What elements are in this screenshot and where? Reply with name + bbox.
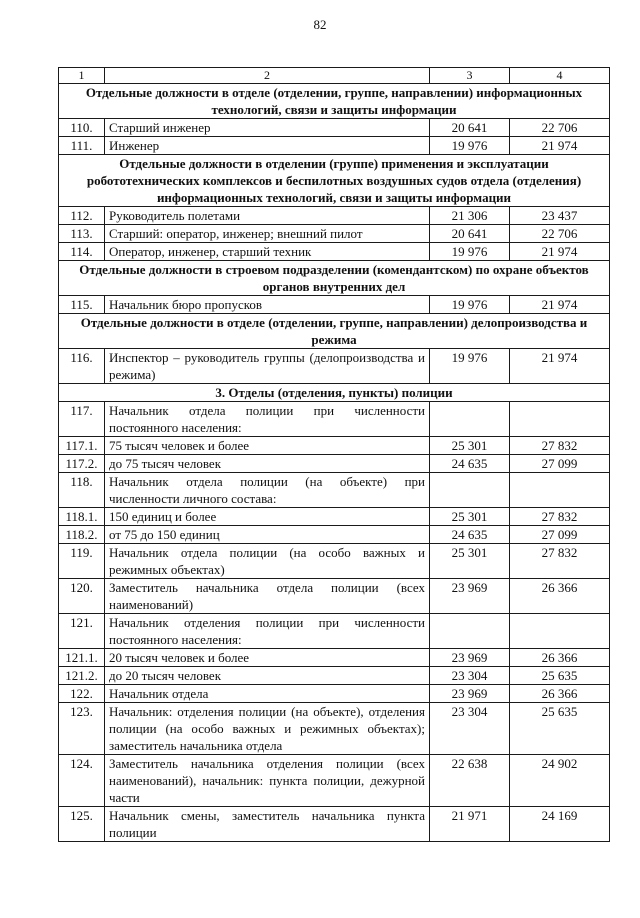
position-title: до 20 тысяч человек <box>105 667 430 685</box>
salary-value-col3: 20 641 <box>430 119 510 137</box>
position-title: Начальник: отделения полиции (на объекте), отделения полиции (на особо важных и режимных объектах); заместитель начальника отдела <box>105 703 430 755</box>
salary-value-col3: 25 301 <box>430 544 510 579</box>
table-row <box>59 544 610 579</box>
table-row <box>59 455 610 473</box>
salary-value-col4: 24 169 <box>510 807 610 842</box>
salary-value-col3: 23 969 <box>430 579 510 614</box>
table-row <box>59 667 610 685</box>
salary-table-body <box>59 68 610 842</box>
salary-value-col3 <box>430 614 510 649</box>
salary-value-col4: 26 366 <box>510 649 610 667</box>
table-row <box>59 526 610 544</box>
salary-value-col4: 27 832 <box>510 508 610 526</box>
salary-value-col4: 21 974 <box>510 243 610 261</box>
row-number: 117.1. <box>59 437 105 455</box>
row-number: 119. <box>59 544 105 579</box>
position-title: 150 единиц и более <box>105 508 430 526</box>
position-title: Начальник смены, заместитель начальника пункта полиции <box>105 807 430 842</box>
table-row <box>59 508 610 526</box>
table-row <box>59 119 610 137</box>
salary-value-col4: 22 706 <box>510 119 610 137</box>
row-number: 116. <box>59 349 105 384</box>
row-number: 118.2. <box>59 526 105 544</box>
table-row <box>59 649 610 667</box>
salary-value-col3: 25 301 <box>430 508 510 526</box>
salary-value-col4 <box>510 402 610 437</box>
salary-value-col4: 25 635 <box>510 667 610 685</box>
salary-value-col4: 27 832 <box>510 437 610 455</box>
salary-value-col3: 19 976 <box>430 137 510 155</box>
row-number: 121. <box>59 614 105 649</box>
table-row <box>59 755 610 807</box>
table-row <box>59 243 610 261</box>
salary-table <box>58 67 610 842</box>
row-number: 118. <box>59 473 105 508</box>
row-number: 120. <box>59 579 105 614</box>
row-number: 115. <box>59 296 105 314</box>
salary-value-col4: 22 706 <box>510 225 610 243</box>
position-title: Оператор, инженер, старший техник <box>105 243 430 261</box>
section-title: 3. Отделы (отделения, пункты) полиции <box>59 384 610 402</box>
salary-value-col3: 19 976 <box>430 243 510 261</box>
salary-value-col3: 20 641 <box>430 225 510 243</box>
salary-value-col3: 21 306 <box>430 207 510 225</box>
position-title: от 75 до 150 единиц <box>105 526 430 544</box>
table-row <box>59 614 610 649</box>
row-number: 121.2. <box>59 667 105 685</box>
section-header-row <box>59 84 610 119</box>
position-title: Старший инженер <box>105 119 430 137</box>
section-title: Отдельные должности в строевом подразделении (комендантском) по охране объектов органов внутренних дел <box>59 261 610 296</box>
salary-value-col4 <box>510 614 610 649</box>
position-title: Начальник отдела полиции при численности постоянного населения: <box>105 402 430 437</box>
table-row <box>59 579 610 614</box>
row-number: 117. <box>59 402 105 437</box>
row-number: 125. <box>59 807 105 842</box>
row-number: 112. <box>59 207 105 225</box>
row-number: 117.2. <box>59 455 105 473</box>
table-row <box>59 137 610 155</box>
header-col-2: 2 <box>105 68 430 84</box>
position-title: Старший: оператор, инженер; внешний пилот <box>105 225 430 243</box>
position-title: Заместитель начальника отдела полиции (всех наименований) <box>105 579 430 614</box>
position-title: Инспектор – руководитель группы (делопроизводства и режима) <box>105 349 430 384</box>
section-header-row <box>59 384 610 402</box>
table-row <box>59 685 610 703</box>
page-number: 82 <box>313 17 327 32</box>
salary-value-col4: 25 635 <box>510 703 610 755</box>
table-row <box>59 807 610 842</box>
salary-value-col3 <box>430 402 510 437</box>
salary-value-col3: 24 635 <box>430 526 510 544</box>
section-title: Отдельные должности в отделе (отделении, группе, направлении) делопроизводства и режима <box>59 314 610 349</box>
salary-value-col3: 19 976 <box>430 349 510 384</box>
section-title: Отдельные должности в отделе (отделении, группе, направлении) информационных технологий, связи и защиты информации <box>59 84 610 119</box>
salary-value-col3: 23 304 <box>430 667 510 685</box>
salary-value-col3: 21 971 <box>430 807 510 842</box>
table-row <box>59 225 610 243</box>
salary-value-col4: 27 099 <box>510 455 610 473</box>
salary-value-col3: 23 304 <box>430 703 510 755</box>
table-row <box>59 402 610 437</box>
row-number: 111. <box>59 137 105 155</box>
table-row <box>59 207 610 225</box>
section-header-row <box>59 261 610 296</box>
salary-value-col3: 25 301 <box>430 437 510 455</box>
position-title: 75 тысяч человек и более <box>105 437 430 455</box>
salary-value-col4: 21 974 <box>510 137 610 155</box>
salary-value-col4 <box>510 473 610 508</box>
salary-value-col3: 23 969 <box>430 685 510 703</box>
position-title: Заместитель начальника отделения полиции (всех наименований), начальник: пункта полиции, дежурной части <box>105 755 430 807</box>
position-title: 20 тысяч человек и более <box>105 649 430 667</box>
table-header-row <box>59 68 610 84</box>
header-col-3: 3 <box>430 68 510 84</box>
row-number: 110. <box>59 119 105 137</box>
table-row <box>59 437 610 455</box>
row-number: 122. <box>59 685 105 703</box>
row-number: 113. <box>59 225 105 243</box>
row-number: 114. <box>59 243 105 261</box>
row-number: 124. <box>59 755 105 807</box>
table-row <box>59 349 610 384</box>
table-row <box>59 296 610 314</box>
salary-value-col4: 23 437 <box>510 207 610 225</box>
section-header-row <box>59 155 610 207</box>
table-row <box>59 703 610 755</box>
section-title: Отдельные должности в отделении (группе) применения и эксплуатации робототехнических комплексов и беспилотных воздушных судов отдела (отделения) информационных технологий, связи и защиты информации <box>59 155 610 207</box>
position-title: Руководитель полетами <box>105 207 430 225</box>
salary-value-col3 <box>430 473 510 508</box>
salary-value-col4: 27 099 <box>510 526 610 544</box>
salary-value-col4: 26 366 <box>510 685 610 703</box>
salary-value-col3: 22 638 <box>430 755 510 807</box>
salary-value-col4: 26 366 <box>510 579 610 614</box>
row-number: 121.1. <box>59 649 105 667</box>
salary-value-col3: 23 969 <box>430 649 510 667</box>
row-number: 123. <box>59 703 105 755</box>
salary-value-col4: 24 902 <box>510 755 610 807</box>
position-title: Начальник отделения полиции при численности постоянного населения: <box>105 614 430 649</box>
salary-value-col4: 21 974 <box>510 349 610 384</box>
salary-value-col3: 24 635 <box>430 455 510 473</box>
table-row <box>59 473 610 508</box>
position-title: Начальник отдела <box>105 685 430 703</box>
salary-value-col4: 27 832 <box>510 544 610 579</box>
position-title: Начальник бюро пропусков <box>105 296 430 314</box>
position-title: до 75 тысяч человек <box>105 455 430 473</box>
section-header-row <box>59 314 610 349</box>
header-col-1: 1 <box>59 68 105 84</box>
position-title: Начальник отдела полиции (на объекте) при численности личного состава: <box>105 473 430 508</box>
salary-value-col3: 19 976 <box>430 296 510 314</box>
position-title: Начальник отдела полиции (на особо важных и режимных объектах) <box>105 544 430 579</box>
salary-value-col4: 21 974 <box>510 296 610 314</box>
header-col-4: 4 <box>510 68 610 84</box>
position-title: Инженер <box>105 137 430 155</box>
row-number: 118.1. <box>59 508 105 526</box>
